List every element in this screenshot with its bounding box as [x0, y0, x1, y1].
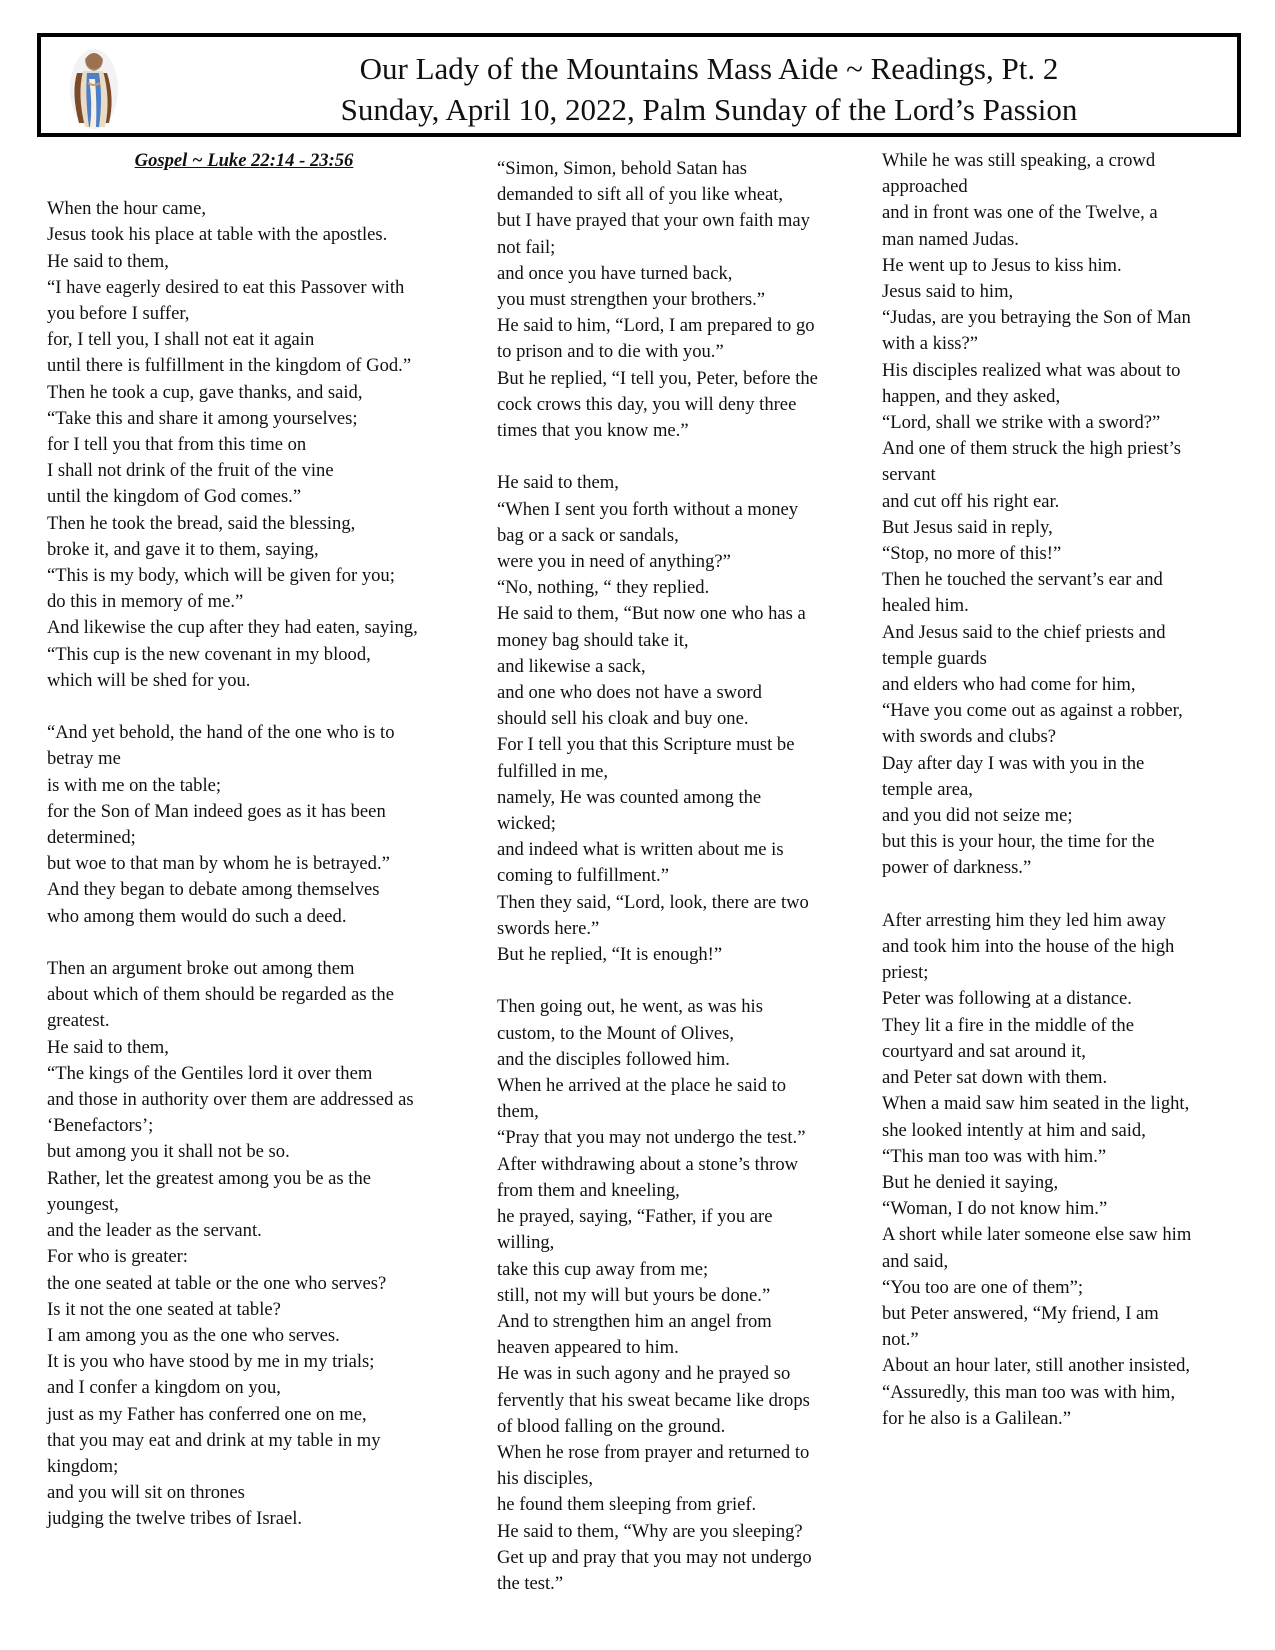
text-line: For who is greater:: [47, 1246, 188, 1268]
text-line: his disciples,: [497, 1468, 594, 1490]
text-line: she looked intently at him and said,: [882, 1119, 1146, 1141]
column-1: [47, 148, 465, 1533]
text-line: not fail;: [497, 236, 556, 258]
text-line: Jesus took his place at table with the apostles.: [47, 224, 388, 246]
text-line: fulfilled in me,: [497, 760, 609, 782]
text-line: power of darkness.”: [882, 857, 1032, 879]
text-line: Get up and pray that you may not undergo: [497, 1546, 812, 1568]
text-line: “This is my body, which will be given for you;: [47, 565, 395, 587]
text-line: Is it not the one seated at table?: [47, 1298, 281, 1320]
text-line: and in front was one of the Twelve, a: [882, 202, 1158, 224]
paragraph-gap: [497, 444, 867, 470]
text-line: and cut off his right ear.: [882, 490, 1060, 512]
text-line: I shall not drink of the fruit of the vine: [47, 460, 334, 482]
text-line: and those in authority over them are addressed as: [47, 1089, 414, 1111]
text-line: He said to them, “Why are you sleeping?: [497, 1520, 803, 1542]
text-line: “Woman, I do not know him.”: [882, 1198, 1108, 1220]
text-line: And Jesus said to the chief priests and: [882, 621, 1166, 643]
text-line: He said to him, “Lord, I am prepared to go: [497, 315, 815, 337]
text-line: “Pray that you may not undergo the test.”: [497, 1127, 806, 1149]
madonna-statue-icon: [63, 43, 125, 131]
text-line: “Stop, no more of this!”: [882, 543, 1062, 565]
text-line: It is you who have stood by me in my trials;: [47, 1351, 375, 1373]
text-line: Peter was following at a distance.: [882, 988, 1132, 1010]
text-line: servant: [882, 464, 936, 486]
text-line: were you in need of anything?”: [497, 551, 731, 573]
text-line: with swords and clubs?: [882, 726, 1057, 748]
column-2: [497, 156, 867, 1597]
text-line: until there is fulfillment in the kingdom of God.”: [47, 355, 412, 377]
text-line: still, not my will but yours be done.”: [497, 1284, 771, 1306]
text-line: for I tell you that from this time on: [47, 434, 307, 456]
text-line: judging the twelve tribes of Israel.: [47, 1508, 303, 1530]
text-line: They lit a fire in the middle of the: [882, 1014, 1134, 1036]
text-line: and I confer a kingdom on you,: [47, 1377, 281, 1399]
text-line: for he also is a Galilean.”: [882, 1407, 1071, 1429]
text-line: “Have you come out as against a robber,: [882, 700, 1183, 722]
text-line: And likewise the cup after they had eaten, saying,: [47, 617, 418, 639]
text-line: When he rose from prayer and returned to: [497, 1441, 810, 1463]
text-line: for the Son of Man indeed goes as it has been: [47, 800, 386, 822]
text-line: and the disciples followed him.: [497, 1048, 730, 1070]
text-line: man named Judas.: [882, 228, 1019, 250]
text-line: His disciples realized what was about to: [882, 359, 1181, 381]
text-line: “Lord, shall we strike with a sword?”: [882, 412, 1161, 434]
text-line: namely, He was counted among the: [497, 786, 762, 808]
text-line: And they began to debate among themselves: [47, 879, 380, 901]
text-line: money bag should take it,: [497, 629, 689, 651]
text-line: just as my Father has conferred one on me,: [47, 1403, 367, 1425]
text-line: A short while later someone else saw him: [882, 1224, 1192, 1246]
text-line: Then an argument broke out among them: [47, 958, 355, 980]
text-line: He was in such agony and he prayed so: [497, 1363, 791, 1385]
text-line: is with me on the table;: [47, 774, 222, 796]
text-line: he prayed, saying, “Father, if you are: [497, 1206, 773, 1228]
text-line: “No, nothing, “ they replied.: [497, 577, 710, 599]
text-line: And to strengthen him an angel from: [497, 1310, 772, 1332]
gospel-heading: Gospel ~ Luke 22:14 - 23:56: [134, 150, 354, 171]
text-line: about which of them should be regarded as the: [47, 984, 394, 1006]
text-line: Then he took a cup, gave thanks, and said,: [47, 381, 363, 403]
text-line: to prison and to die with you.”: [497, 341, 724, 363]
text-line: and once you have turned back,: [497, 262, 733, 284]
text-line: Then they said, “Lord, look, there are two: [497, 891, 809, 913]
text-line: you must strengthen your brothers.”: [497, 289, 766, 311]
text-line: “Simon, Simon, behold Satan has: [497, 158, 747, 179]
text-line: that you may eat and drink at my table in my: [47, 1429, 381, 1451]
text-line: the one seated at table or the one who serves?: [47, 1272, 387, 1294]
text-line: but this is your hour, the time for the: [882, 831, 1155, 853]
text-line: And one of them struck the high priest’s: [882, 438, 1181, 460]
text-line: and elders who had come for him,: [882, 674, 1136, 696]
text-line: Then going out, he went, as was his: [497, 996, 763, 1018]
text-line: When he arrived at the place he said to: [497, 1075, 787, 1097]
paragraph-gap: [47, 930, 465, 956]
text-line: and indeed what is written about me is: [497, 839, 784, 861]
text-line: fervently that his sweat became like drops: [497, 1389, 810, 1411]
text-line: “Assuredly, this man too was with him,: [882, 1381, 1176, 1403]
text-line: “And yet behold, the hand of the one who is to: [47, 722, 395, 744]
page-subtitle-date: Sunday, April 10, 2022, Palm Sunday of the Lord’s Passion: [340, 92, 1078, 127]
text-line: but among you it shall not be so.: [47, 1141, 290, 1163]
text-line: swords here.”: [497, 917, 600, 939]
text-line: cock crows this day, you will deny three: [497, 393, 797, 415]
text-line: you before I suffer,: [47, 303, 190, 325]
text-line: he found them sleeping from grief.: [497, 1494, 757, 1516]
text-line: but woe to that man by whom he is betrayed.”: [47, 853, 390, 875]
text-line: I am among you as the one who serves.: [47, 1324, 340, 1346]
text-line: When the hour came,: [47, 198, 207, 220]
text-line: But Jesus said in reply,: [882, 516, 1053, 538]
text-line: approached: [882, 176, 968, 198]
text-line: He said to them, “But now one who has a: [497, 603, 806, 625]
text-line: Then he touched the servant’s ear and: [882, 569, 1163, 591]
text-line: and likewise a sack,: [497, 655, 646, 677]
text-line: “You too are one of them”;: [882, 1276, 1084, 1298]
text-line: temple guards: [882, 647, 987, 669]
text-line: take this cup away from me;: [497, 1258, 709, 1280]
text-line: youngest,: [47, 1193, 119, 1215]
text-line: custom, to the Mount of Olives,: [497, 1022, 735, 1044]
text-line: from them and kneeling,: [497, 1179, 680, 1201]
text-line: But he replied, “It is enough!”: [497, 944, 723, 966]
text-line: times that you know me.”: [497, 420, 689, 442]
text-line: While he was still speaking, a crowd: [882, 150, 1156, 171]
text-line: Rather, let the greatest among you be as the: [47, 1167, 372, 1189]
text-line: for, I tell you, I shall not eat it again: [47, 329, 315, 351]
text-line: of blood falling on the ground.: [497, 1415, 726, 1437]
text-line: Day after day I was with you in the: [882, 752, 1145, 774]
page-title: Our Lady of the Mountains Mass Aide ~ Readings, Pt. 2: [359, 51, 1059, 86]
text-line: Then he took the bread, said the blessing,: [47, 512, 356, 534]
text-line: heaven appeared to him.: [497, 1337, 679, 1359]
text-line: do this in memory of me.”: [47, 591, 244, 613]
text-line: After withdrawing about a stone’s throw: [497, 1153, 799, 1175]
text-line: which will be shed for you.: [47, 669, 251, 691]
text-line: them,: [497, 1101, 539, 1123]
text-line: greatest.: [47, 1010, 110, 1032]
text-line: “Take this and share it among yourselves;: [47, 407, 358, 429]
text-line: “When I sent you forth without a money: [497, 498, 799, 520]
text-line: He said to them,: [497, 472, 619, 494]
text-line: He said to them,: [47, 1036, 169, 1058]
text-line: willing,: [497, 1232, 555, 1254]
text-line: He went up to Jesus to kiss him.: [882, 254, 1122, 276]
text-line: About an hour later, still another insisted,: [882, 1355, 1191, 1377]
text-line: priest;: [882, 962, 929, 984]
paragraph-gap: [47, 694, 465, 720]
text-line: and said,: [882, 1250, 949, 1272]
text-line: But he denied it saying,: [882, 1171, 1059, 1193]
text-line: determined;: [47, 827, 136, 849]
text-line: not.”: [882, 1329, 919, 1351]
text-line: “This man too was with him.”: [882, 1145, 1107, 1167]
text-line: broke it, and gave it to them, saying,: [47, 538, 319, 560]
text-line: and one who does not have a sword: [497, 682, 762, 704]
text-line: and the leader as the servant.: [47, 1220, 262, 1242]
text-line: bag or a sack or sandals,: [497, 524, 679, 546]
text-line: temple area,: [882, 778, 973, 800]
text-line: demanded to sift all of you like wheat,: [497, 184, 784, 206]
text-line: but Peter answered, “My friend, I am: [882, 1302, 1159, 1324]
header-box: [37, 33, 1241, 137]
text-line: After arresting him they led him away: [882, 909, 1166, 931]
text-line: until the kingdom of God comes.”: [47, 486, 302, 508]
paragraph-gap: [497, 968, 867, 994]
column-3: [882, 148, 1252, 1432]
text-line: coming to fulfillment.”: [497, 865, 669, 887]
text-line: “This cup is the new covenant in my blood,: [47, 643, 371, 665]
text-line: happen, and they asked,: [882, 385, 1061, 407]
text-line: ‘Benefactors’;: [47, 1115, 154, 1137]
text-line: But he replied, “I tell you, Peter, before the: [497, 367, 818, 389]
text-line: “I have eagerly desired to eat this Passover with: [47, 276, 405, 298]
text-line: and you will sit on thrones: [47, 1482, 245, 1504]
text-line: Jesus said to him,: [882, 281, 1014, 303]
text-line: with a kiss?”: [882, 333, 979, 355]
text-line: wicked;: [497, 813, 556, 835]
text-line: When a maid saw him seated in the light,: [882, 1093, 1190, 1115]
text-line: and you did not seize me;: [882, 805, 1073, 827]
text-line: and Peter sat down with them.: [882, 1067, 1108, 1089]
text-line: and took him into the house of the high: [882, 936, 1175, 958]
text-line: betray me: [47, 748, 121, 770]
text-line: courtyard and sat around it,: [882, 1040, 1086, 1062]
paragraph-gap: [882, 882, 1252, 908]
text-line: “Judas, are you betraying the Son of Man: [882, 307, 1191, 329]
text-line: kingdom;: [47, 1455, 119, 1477]
text-line: healed him.: [882, 595, 969, 617]
text-line: who among them would do such a deed.: [47, 905, 347, 927]
text-line: but I have prayed that your own faith may: [497, 210, 810, 232]
text-line: should sell his cloak and buy one.: [497, 708, 749, 730]
text-line: For I tell you that this Scripture must be: [497, 734, 795, 756]
text-line: “The kings of the Gentiles lord it over them: [47, 1062, 373, 1084]
text-line: He said to them,: [47, 250, 169, 272]
text-line: the test.”: [497, 1572, 564, 1594]
